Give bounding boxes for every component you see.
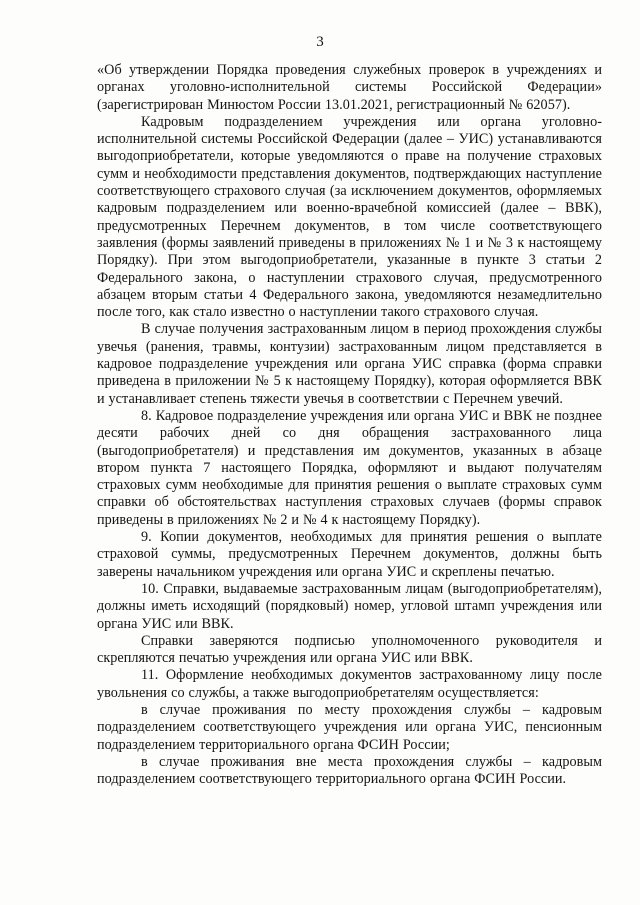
paragraph-item-9: 9. Копии документов, необходимых для принятия решения о выплате страховой суммы, предусмотренных Перечнем документов, должны быть заверены начальником учреждения или органа УИС и скреплены печатью.: [97, 529, 602, 580]
paragraph-order-title: «Об утверждении Порядка проведения служебных проверок в учреждениях и органах уголовно-исполнительной системы Российской Федерации» (зарегистрирован Минюстом России 13.01.2021, регистрационный № 62057).: [97, 62, 602, 113]
paragraph-residence-other: в случае проживания вне места прохождения службы – кадровым подразделением соответствующего территориального органа ФСИН России.: [97, 753, 602, 788]
paragraph-item-8: 8. Кадровое подразделение учреждения или органа УИС и ВВК не позднее десяти рабочих дней со дня обращения застрахованного лица (выгодоприобретателя) и представления им документов, указанных в абзаце втором пункта 7 настоящего Порядка, оформляют и выдают получателям страховых сумм необходимые для принятия решения о выплате страховых сумм справки об обстоятельствах наступления страховых случаев (формы справок приведены в приложениях № 2 и № 4 к настоящему Порядку).: [97, 407, 602, 528]
document-body: [97, 62, 602, 788]
paragraph-item-11: 11. Оформление необходимых документов застрахованному лицу после увольнения со службы, а также выгодоприобретателям осуществляется:: [97, 667, 602, 701]
paragraph-beneficiary-notification: Кадровым подразделением учреждения или органа уголовно-исполнительной системы Российской Федерации (далее – УИС) устанавливаются выгодоприобретатели, которые уведомляются о праве на получение страховых сумм и необходимости представления документов, подтверждающих наступление соответствующего страхового случая (за исключением документов, оформляемых кадровым подразделением или военно-врачебной комиссией (далее – ВВК), предусмотренных Перечнем документов, в том числе соответствующего заявления (формы заявлений приведены в приложениях № 1 и № 3 к настоящему Порядку). При этом выгодоприобретатели, указанные в пункте 3 статьи 2 Федерального закона, о наступлении страхового случая, предусмотренного абзацем вторым статьи 4 Федерального закона, уведомляются незамедлительно после того, как стало известно о наступлении такого страхового случая.: [97, 113, 602, 321]
paragraph-injury-certificate: В случае получения застрахованным лицом в период прохождения службы увечья (ранения, травмы, контузии) застрахованным лицом представляется в кадровое подразделение учреждения или органа УИС справка (форма справки приведена в приложении № 5 к настоящему Порядку), которая оформляется ВВК и устанавливает степень тяжести увечья в соответствии с Перечнем увечий.: [97, 321, 602, 407]
paragraph-item-10: 10. Справки, выдаваемые застрахованным лицам (выгодоприобретателям), должны иметь исходящий (порядковый) номер, угловой штамп учреждения или органа УИС или ВВК.: [97, 580, 602, 632]
page-number: 3: [316, 34, 324, 50]
paragraph-residence-same: в случае проживания по месту прохождения службы – кадровым подразделением соответствующего учреждения или органа УИС, пенсионным подразделением территориального органа ФСИН России;: [97, 701, 602, 753]
paragraph-certificates-signature: Справки заверяются подписью уполномоченного руководителя и скрепляются печатью учреждения или органа УИС или ВВК.: [97, 632, 602, 667]
